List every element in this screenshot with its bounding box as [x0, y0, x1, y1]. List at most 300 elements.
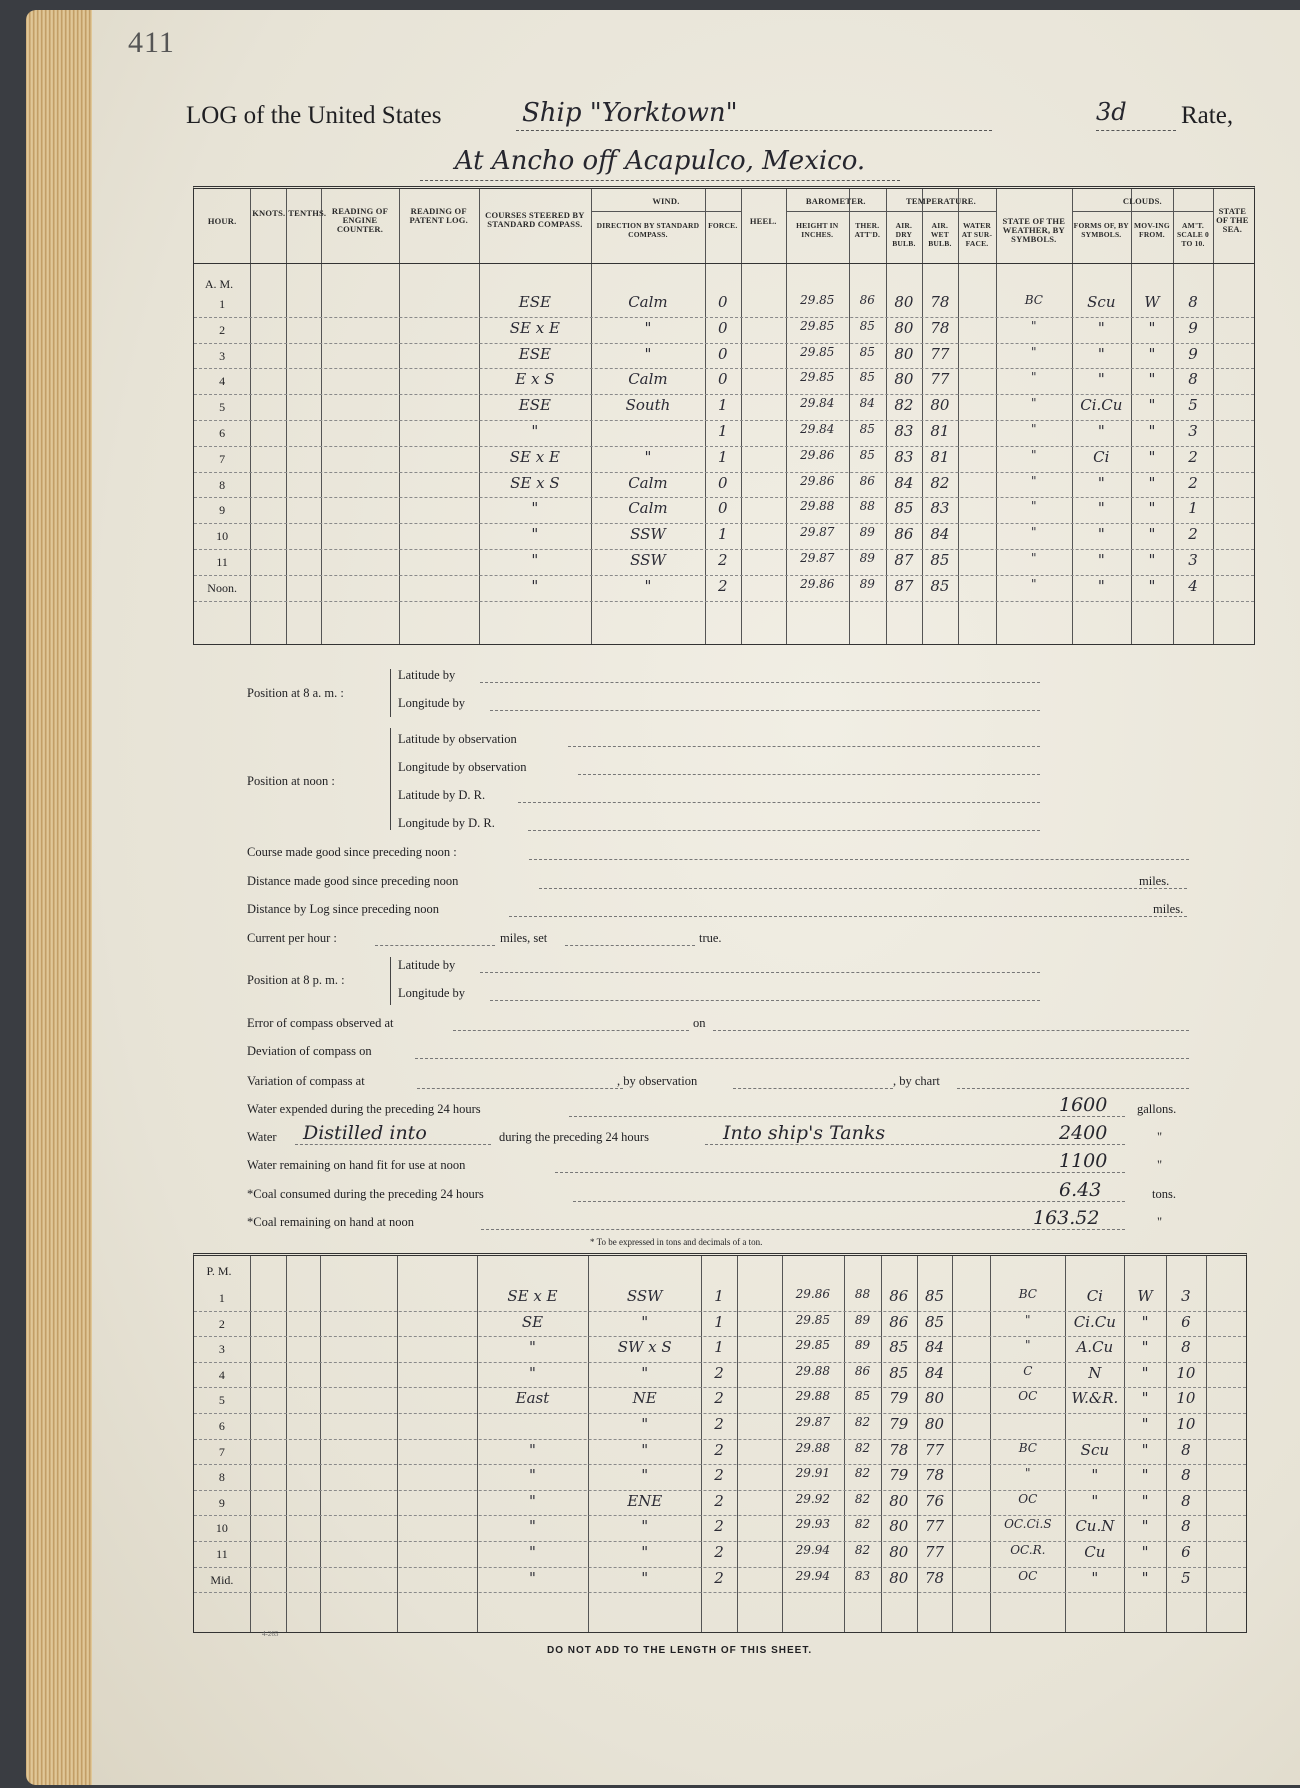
cell-forms: Ci.Cu [1073, 1312, 1116, 1331]
cell-wet: 77 [930, 344, 950, 363]
header-forms: FORMS OF, BY SYMBOLS. [1073, 221, 1129, 239]
cell-dry: 83 [894, 447, 914, 466]
footnote: * To be expressed in tons and decimals of a ton. [590, 1237, 763, 1247]
page-number: 411 [128, 26, 175, 59]
cell-force: 2 [717, 576, 728, 595]
cell-dir: " [644, 576, 652, 595]
row-rule [194, 317, 1254, 318]
cell-weather: " [1031, 551, 1037, 565]
cell-amt: 6 [1181, 1312, 1191, 1331]
cell-weather: OC.R. [1010, 1543, 1046, 1557]
cell-amt: 5 [1181, 1568, 1191, 1587]
cell-dir: " [641, 1568, 649, 1587]
cell-weather: OC.Ci.S [1004, 1517, 1052, 1532]
header-hour: HOUR. [207, 216, 237, 226]
cell-wet: 84 [930, 525, 950, 544]
cell-wet: 81 [930, 447, 950, 466]
cell-ther: 86 [859, 293, 875, 307]
cell-bar: 29.93 [795, 1517, 830, 1532]
cell-weather: BC [1024, 293, 1043, 307]
header-patent: READING OF PATENT LOG. [409, 206, 468, 225]
row-rule [194, 1567, 1246, 1568]
cell-dir: Calm [628, 293, 668, 311]
hour-label: 8 [219, 477, 226, 492]
column-rule [952, 1256, 953, 1632]
hour-label: 3 [219, 348, 226, 363]
row-rule [194, 575, 1254, 576]
cell-forms: " [1097, 370, 1105, 389]
cell-force: 2 [714, 1568, 724, 1587]
cell-course: E x S [515, 370, 555, 389]
cell-amt: 8 [1188, 370, 1198, 389]
row-rule [194, 1439, 1246, 1440]
cell-ther: 85 [854, 1389, 871, 1404]
header-moving: MOV-ING FROM. [1134, 221, 1170, 239]
rate-label: Rate, [1181, 102, 1234, 129]
cell-wet: 85 [930, 551, 950, 569]
latitude-by-label: Latitude by [398, 668, 456, 682]
cell-dir: " [641, 1466, 649, 1485]
header-rule [194, 263, 1254, 264]
cell-moving: " [1141, 1415, 1149, 1433]
hour-label: 11 [216, 1547, 228, 1561]
cell-ther: 88 [859, 499, 875, 514]
true-label: true. [699, 931, 722, 945]
cell-force: 2 [714, 1440, 724, 1459]
cell-force: 0 [717, 318, 728, 337]
longitude-by-8pm-label: Longitude by [398, 986, 466, 1000]
cell-amt: 4 [1188, 576, 1198, 595]
hour-label: 6 [218, 1419, 225, 1433]
cell-weather: BC [1018, 1440, 1037, 1455]
cell-dry: 79 [889, 1466, 909, 1485]
cell-course: SE x E [509, 447, 560, 466]
cell-ther: 82 [854, 1543, 871, 1557]
cell-forms: Ci [1093, 447, 1110, 466]
header-weather: STATE OF THE WEATHER, BY SYMBOLS. [1002, 216, 1066, 244]
brace-noon [390, 728, 391, 830]
cell-amt: 2 [1188, 525, 1198, 544]
cell-dry: 80 [889, 1568, 909, 1587]
cell-ther: 85 [859, 422, 875, 436]
coal-remaining-ditto: " [1157, 1215, 1163, 1229]
cell-force: 1 [717, 422, 728, 440]
header-force: FORCE. [708, 221, 738, 230]
cell-weather: " [1031, 499, 1037, 514]
cell-wet: 84 [925, 1338, 945, 1357]
cell-forms: " [1097, 344, 1105, 363]
cell-course: " [531, 422, 539, 440]
cell-moving: " [1148, 422, 1156, 440]
cell-weather: " [1025, 1466, 1031, 1481]
cell-course: SE x E [509, 318, 560, 337]
distance-log-miles-label: miles. [1153, 902, 1184, 916]
header-courses: COURSES STEERED BY STANDARD COMPASS. [485, 210, 585, 229]
hour-label: 2 [219, 322, 226, 337]
cell-ther: 89 [859, 551, 875, 565]
group-rule [591, 211, 741, 212]
latitude-dr-label: Latitude by D. R. [398, 788, 486, 802]
cell-dir: " [641, 1543, 649, 1561]
cell-force: 2 [714, 1363, 724, 1382]
cell-amt: 8 [1181, 1491, 1191, 1510]
water-kind: Distilled into [303, 1122, 427, 1144]
cell-wet: 77 [925, 1517, 945, 1536]
longitude-dr-label: Longitude by D. R. [398, 816, 495, 830]
cell-course: " [528, 1363, 536, 1382]
row-longitude-by [398, 694, 1300, 718]
cell-forms: N [1088, 1363, 1102, 1382]
row-rule [194, 1336, 1246, 1337]
cell-dir: Calm [628, 370, 668, 389]
cell-force: 1 [717, 525, 728, 544]
cell-bar: 29.94 [795, 1543, 830, 1557]
cell-bar: 29.85 [800, 344, 835, 359]
cell-weather: " [1031, 447, 1037, 462]
hour-label: 3 [218, 1342, 225, 1357]
row-rule [194, 549, 1254, 550]
row-rule [194, 343, 1254, 344]
cell-course: SE [521, 1312, 544, 1331]
cell-moving: " [1141, 1517, 1149, 1536]
coal-consumed-label: *Coal consumed during the preceding 24 hours [247, 1187, 484, 1201]
column-rule [320, 1256, 321, 1632]
cell-dry: 85 [889, 1338, 909, 1357]
cell-moving: " [1148, 370, 1156, 389]
coal-remaining-value: 163.52 [1033, 1207, 1100, 1229]
header-direction: DIRECTION BY STANDARD COMPASS. [596, 221, 700, 239]
cell-amt: 8 [1181, 1517, 1191, 1536]
cell-dir: Calm [628, 499, 668, 518]
row-rule [194, 1362, 1246, 1363]
cell-bar: 29.92 [795, 1491, 830, 1506]
cell-wet: 77 [925, 1440, 945, 1459]
section-label: A. M. [204, 277, 234, 291]
cell-bar: 29.86 [800, 473, 835, 488]
gallons-label: gallons. [1137, 1102, 1177, 1116]
row-rule [194, 420, 1254, 421]
cell-force: 2 [717, 551, 728, 569]
cell-moving: " [1141, 1543, 1149, 1561]
cell-bar: 29.85 [795, 1338, 830, 1353]
cell-bar: 29.86 [795, 1287, 830, 1301]
cell-dir: " [644, 344, 652, 363]
cell-course: " [528, 1568, 536, 1587]
cell-moving: " [1141, 1568, 1149, 1587]
bottom-warning: DO NOT ADD TO THE LENGTH OF THIS SHEET. [547, 1645, 813, 1656]
cell-force: 1 [714, 1312, 724, 1331]
cell-amt: 10 [1176, 1389, 1196, 1408]
cell-moving: " [1148, 447, 1156, 466]
cell-dry: 80 [894, 370, 914, 389]
header-dry: AIR. DRY BULB. [892, 221, 916, 248]
water-expended-label: Water expended during the preceding 24 hours [247, 1102, 481, 1116]
cell-ther: 82 [854, 1415, 871, 1429]
variation-compass-label: Variation of compass at [247, 1074, 365, 1088]
cell-weather: " [1031, 473, 1037, 488]
cell-weather: " [1031, 576, 1037, 591]
cell-wet: 78 [930, 293, 950, 311]
cell-bar: 29.87 [800, 551, 835, 565]
cell-ther: 89 [859, 525, 875, 540]
cell-moving: W [1137, 1287, 1153, 1305]
cell-course: East [515, 1389, 550, 1408]
water-during-label: during the preceding 24 hours [499, 1130, 649, 1144]
cell-dry: 79 [889, 1389, 909, 1408]
cell-amt: 8 [1181, 1440, 1191, 1459]
cell-wet: 80 [930, 396, 950, 415]
row-rule [194, 1541, 1246, 1542]
row-rule [194, 1464, 1246, 1465]
cell-dry: 79 [889, 1415, 909, 1433]
cell-force: 0 [717, 499, 728, 518]
cell-ther: 85 [859, 344, 875, 359]
hour-label: 10 [215, 1521, 228, 1536]
error-on-label: on [693, 1016, 706, 1030]
hour-label: Noon. [207, 580, 237, 595]
water-remaining-ditto: " [1157, 1158, 1163, 1172]
cell-amt: 10 [1176, 1363, 1196, 1382]
cell-forms: Cu [1084, 1543, 1106, 1561]
cell-course: " [531, 499, 539, 518]
cell-dry: 80 [894, 344, 914, 363]
cell-weather: " [1031, 370, 1037, 385]
cell-dir: " [641, 1312, 649, 1331]
cell-weather: " [1031, 396, 1037, 411]
cell-dir: ENE [627, 1491, 663, 1510]
cell-moving: " [1148, 551, 1156, 569]
cell-weather: " [1031, 344, 1037, 359]
cell-ther: 84 [859, 396, 875, 411]
group-rule [886, 211, 996, 212]
row-rule [194, 446, 1254, 447]
cell-moving: " [1141, 1440, 1149, 1459]
cell-course: " [528, 1517, 536, 1536]
am-log-table [193, 186, 1255, 645]
cell-moving: " [1148, 396, 1156, 415]
hour-label: 5 [219, 400, 226, 415]
cell-wet: 82 [930, 473, 950, 492]
row-rule [194, 472, 1254, 473]
header-heel: HEEL. [749, 216, 777, 226]
cell-amt: 3 [1188, 422, 1198, 440]
longitude-obs-label: Longitude by observation [398, 760, 527, 774]
cell-moving: W [1144, 293, 1160, 311]
header-height: HEIGHT IN INCHES. [796, 221, 839, 239]
hour-label: Mid. [210, 1572, 234, 1587]
cell-ther: 83 [854, 1568, 871, 1583]
cell-dry: 78 [889, 1440, 909, 1459]
cell-force: 2 [714, 1517, 724, 1536]
cell-amt: 8 [1181, 1338, 1191, 1357]
cell-amt: 5 [1188, 396, 1198, 415]
cell-dir: " [644, 318, 652, 337]
header-tenths: TENTHS. [288, 208, 327, 218]
cell-dir: Calm [628, 473, 668, 492]
cell-wet: 85 [930, 576, 950, 595]
deviation-compass-label: Deviation of compass on [247, 1044, 372, 1058]
water-made-ditto: " [1157, 1130, 1163, 1144]
cell-forms: Ci.Cu [1080, 396, 1123, 415]
cell-course: ESE [518, 293, 551, 311]
cell-course: " [531, 551, 539, 569]
row-rule [194, 1490, 1246, 1491]
cell-wet: 78 [925, 1466, 945, 1485]
cell-forms: A.Cu [1076, 1338, 1114, 1357]
cell-amt: 8 [1188, 293, 1198, 311]
cell-forms: " [1097, 318, 1105, 337]
cell-moving: " [1141, 1466, 1149, 1485]
cell-bar: 29.88 [795, 1440, 830, 1455]
distance-made-miles-label: miles. [1139, 874, 1170, 888]
row-rule [194, 523, 1254, 524]
error-compass-label: Error of compass observed at [247, 1016, 394, 1030]
cell-forms: " [1097, 525, 1105, 544]
cell-dry: 85 [894, 499, 914, 518]
cell-bar: 29.85 [795, 1312, 830, 1327]
cell-ther: 85 [859, 447, 875, 462]
cell-forms: " [1097, 551, 1105, 569]
water-remaining-value: 1100 [1059, 1150, 1108, 1172]
cell-forms: " [1091, 1466, 1099, 1485]
header-water: WATER AT SUR-FACE. [961, 221, 993, 248]
row-rule [194, 497, 1254, 498]
position-noon-label: Position at noon : [247, 774, 335, 788]
cell-force: 1 [717, 447, 728, 466]
header-knots: KNOTS. [252, 208, 286, 218]
cell-amt: 8 [1181, 1466, 1191, 1485]
cell-dry: 85 [889, 1363, 909, 1382]
cell-dir: " [641, 1517, 649, 1536]
cell-dir: SW x S [617, 1338, 672, 1357]
cell-bar: 29.85 [800, 318, 835, 333]
cell-course: " [528, 1440, 536, 1459]
row-rule [194, 1592, 1246, 1593]
cell-dry: 86 [889, 1312, 909, 1331]
hour-label: 11 [216, 555, 228, 569]
cell-bar: 29.84 [800, 422, 835, 436]
cell-course: " [528, 1338, 536, 1357]
cell-forms: Scu [1087, 293, 1116, 311]
cell-ther: 85 [859, 318, 875, 333]
cell-wet: 77 [930, 370, 950, 389]
column-rule [250, 1256, 251, 1632]
log-title: LOG of the United States [186, 102, 442, 129]
cell-ther: 89 [854, 1312, 871, 1327]
header-sea: STATE OF THE SEA. [1216, 206, 1249, 234]
cell-moving: " [1141, 1363, 1149, 1382]
hour-label: 10 [216, 529, 229, 544]
group-rule [786, 211, 886, 212]
cell-wet: 76 [925, 1491, 945, 1510]
cell-amt: 2 [1188, 473, 1198, 492]
cell-forms: " [1097, 576, 1105, 595]
row-rule [194, 1387, 1246, 1388]
cell-weather: C [1023, 1363, 1033, 1378]
hour-label: 2 [218, 1316, 225, 1331]
hour-label: 4 [218, 1367, 225, 1382]
distance-by-log-label: Distance by Log since preceding noon [247, 902, 439, 916]
cell-forms: Cu.N [1075, 1517, 1115, 1536]
group-rule [1072, 211, 1214, 212]
cell-dir: SSW [626, 1287, 663, 1305]
cell-forms: W.&R. [1071, 1389, 1119, 1408]
cell-weather: OC [1018, 1389, 1038, 1404]
cell-force: 2 [714, 1415, 724, 1433]
cell-dir: SSW [630, 525, 666, 544]
cell-ther: 82 [854, 1491, 871, 1506]
row-rule [194, 601, 1254, 602]
cell-dir: " [641, 1415, 649, 1433]
cell-course: ESE [518, 344, 551, 363]
cell-weather: " [1031, 422, 1037, 436]
cell-weather: " [1031, 318, 1037, 333]
section-label: P. M. [206, 1264, 232, 1278]
header-clouds: CLOUDS. [1122, 196, 1162, 206]
cell-course: " [528, 1491, 536, 1510]
row-rule [194, 1413, 1246, 1414]
water-expended-value: 1600 [1059, 1094, 1108, 1116]
cell-dry: 80 [894, 318, 914, 337]
cell-wet: 77 [925, 1543, 945, 1561]
row-rule [194, 394, 1254, 395]
cell-amt: 3 [1181, 1287, 1191, 1305]
cell-amt: 1 [1188, 499, 1198, 518]
hour-label: 4 [219, 374, 226, 389]
hour-label: 1 [218, 1291, 225, 1305]
row-rule [194, 1311, 1246, 1312]
cell-forms: " [1097, 499, 1105, 518]
cell-amt: 9 [1188, 318, 1198, 337]
cell-bar: 29.94 [795, 1568, 830, 1583]
cell-course: SE x S [510, 473, 560, 492]
header-amt: AM'T. SCALE 0 TO 10. [1176, 221, 1210, 248]
cell-weather: " [1031, 525, 1037, 540]
cell-bar: 29.88 [795, 1363, 830, 1378]
cell-dir: SSW [630, 551, 666, 569]
cell-ther: 85 [859, 370, 875, 385]
header-temperature: TEMPERATURE. [905, 196, 976, 206]
cell-bar: 29.87 [795, 1415, 830, 1429]
cell-course: " [528, 1543, 536, 1561]
cell-wet: 81 [930, 422, 950, 440]
cell-moving: " [1148, 525, 1156, 544]
cell-wet: 83 [930, 499, 950, 518]
cell-force: 2 [714, 1543, 724, 1561]
latitude-by-8pm-label: Latitude by [398, 958, 456, 972]
brace-8pm [390, 957, 391, 1005]
cell-wet: 80 [925, 1389, 945, 1408]
form-number: 4-265 [262, 1630, 279, 1638]
by-observation-label: , by observation [617, 1074, 698, 1088]
cell-dir: South [625, 396, 671, 415]
longitude-by-label: Longitude by [398, 696, 466, 710]
cell-wet: 85 [925, 1287, 945, 1305]
cell-dry: 80 [889, 1517, 909, 1536]
hour-label: 8 [218, 1470, 225, 1485]
cell-bar: 29.87 [800, 525, 835, 540]
location: At Ancho off Acapulco, Mexico. [420, 146, 900, 181]
by-chart-label: , by chart [893, 1074, 940, 1088]
cell-moving: " [1141, 1389, 1149, 1408]
cell-wet: 84 [925, 1363, 945, 1382]
cell-wet: 78 [930, 318, 950, 337]
cell-force: 1 [714, 1287, 724, 1305]
cell-wet: 80 [925, 1415, 945, 1433]
row-latitude-by [398, 666, 1300, 690]
brace-8am [390, 669, 391, 717]
water-label: Water [247, 1130, 277, 1144]
